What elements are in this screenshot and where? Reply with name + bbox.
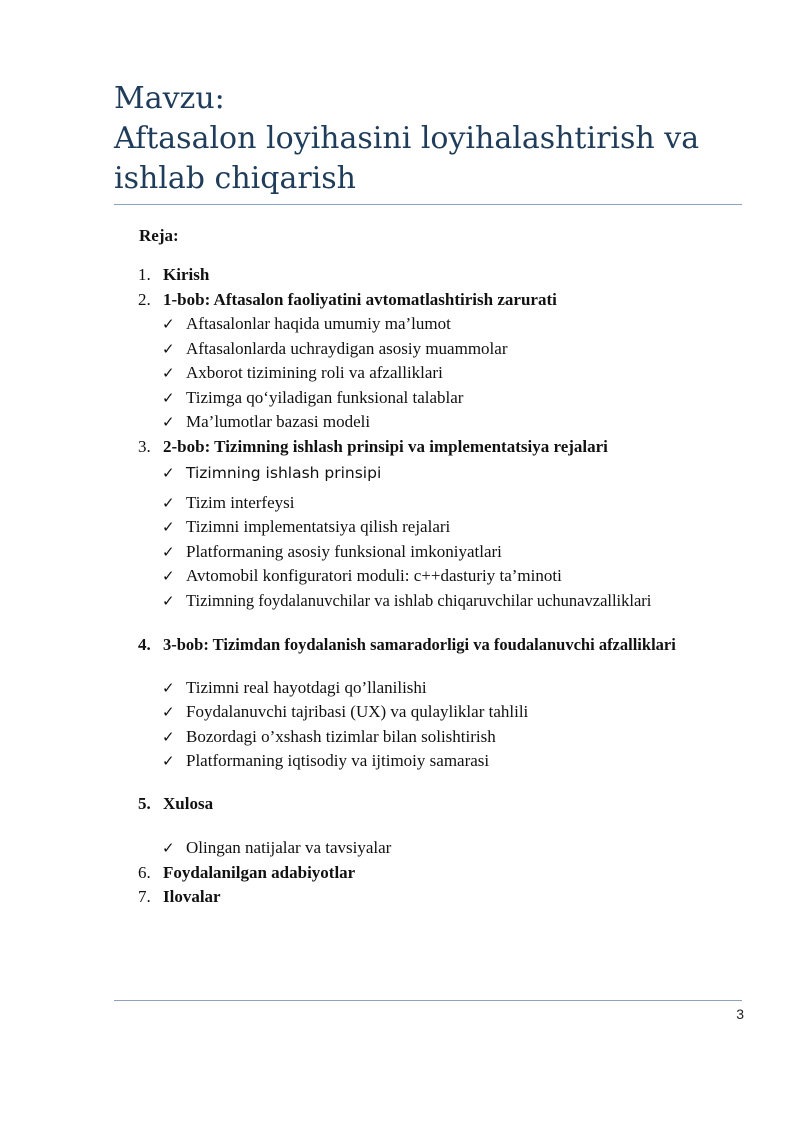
toc-item-number: 6. — [138, 863, 151, 882]
toc-item-number: 1. — [138, 265, 151, 284]
toc-item-label: 1-bob: Aftasalon faoliyatini avtomatlashtirish zarurati — [163, 290, 557, 309]
checkmark-icon: ✓ — [162, 340, 175, 358]
toc-subitem-label: Platformaning asosiy funksional imkoniyatlari — [186, 542, 502, 561]
footer-divider — [114, 1000, 742, 1001]
checkmark-icon: ✓ — [162, 567, 175, 585]
checkmark-icon: ✓ — [162, 518, 175, 536]
toc-subitem-label: Avtomobil konfiguratori moduli: c++dasturiy ta’minoti — [186, 566, 562, 585]
checkmark-icon: ✓ — [162, 543, 175, 561]
checkmark-icon: ✓ — [162, 839, 175, 857]
title-divider — [114, 204, 742, 205]
toc-subitem-label: Tizimni real hayotdagi qo’llanilishi — [186, 678, 427, 697]
toc-item-label: Xulosa — [163, 794, 214, 813]
toc-item-label: Kirish — [163, 265, 210, 284]
toc-subitem-label: Tizimni implementatsiya qilish rejalari — [186, 517, 451, 536]
title-line-3: ishlab chiqarish — [114, 161, 356, 196]
title-line-1: Mavzu: — [114, 81, 225, 116]
toc-item-number: 7. — [138, 887, 151, 906]
checkmark-icon: ✓ — [162, 592, 175, 610]
toc-item-label: 3-bob: Tizimdan foydalanish samaradorligi va foudalanuvchi afzalliklari — [163, 635, 676, 654]
checkmark-icon: ✓ — [162, 494, 175, 512]
checkmark-icon: ✓ — [162, 315, 175, 333]
checkmark-icon: ✓ — [162, 364, 175, 382]
toc-subitem-label: Aftasalonlar haqida umumiy ma’lumot — [186, 314, 451, 333]
checkmark-icon: ✓ — [162, 703, 175, 721]
toc-subitem-label: Tizimning ishlash prinsipi — [186, 464, 382, 482]
toc-item-label: Foydalanilgan adabiyotlar — [163, 863, 356, 882]
toc-subitem-label: Olingan natijalar va tavsiyalar — [186, 838, 392, 857]
checkmark-icon: ✓ — [162, 728, 175, 746]
checkmark-icon: ✓ — [162, 464, 175, 482]
toc-subitem-label: Aftasalonlarda uchraydigan asosiy muammolar — [186, 339, 508, 358]
checkmark-icon: ✓ — [162, 413, 175, 431]
toc-item-number: 2. — [138, 290, 151, 309]
toc-item-label: 2-bob: Tizimning ishlash prinsipi va implementatsiya rejalari — [163, 437, 608, 456]
toc-item-number: 4. — [138, 635, 151, 654]
checkmark-icon: ✓ — [162, 679, 175, 697]
toc-subitem-label: Bozordagi o’xshash tizimlar bilan solishtirish — [186, 727, 496, 746]
toc-item-number: 5. — [138, 794, 151, 813]
checkmark-icon: ✓ — [162, 389, 175, 407]
toc-item-number: 3. — [138, 437, 151, 456]
toc-subitem-label: Ma’lumotlar bazasi modeli — [186, 412, 371, 431]
page-number: 3 — [736, 1006, 744, 1022]
toc-subitem-label: Tizimning foydalanuvchilar va ishlab chiqaruvchilar uchunavzalliklari — [186, 591, 652, 610]
title-line-2: Aftasalon loyihasini loyihalashtirish va — [114, 121, 700, 156]
toc-subitem-label: Tizimga qo‘yiladigan funksional talablar — [186, 388, 464, 407]
checkmark-icon: ✓ — [162, 752, 175, 770]
toc-item-label: Ilovalar — [163, 887, 221, 906]
plan-heading: Reja: — [139, 226, 179, 245]
toc-subitem-label: Tizim interfeysi — [186, 493, 295, 512]
toc-subitem-label: Foydalanuvchi tajribasi (UX) va qulayliklar tahlili — [186, 702, 529, 721]
page-title — [114, 79, 754, 199]
toc-subitem-label: Platformaning iqtisodiy va ijtimoiy samarasi — [186, 751, 490, 770]
toc-subitem-label: Axborot tizimining roli va afzalliklari — [186, 363, 443, 382]
